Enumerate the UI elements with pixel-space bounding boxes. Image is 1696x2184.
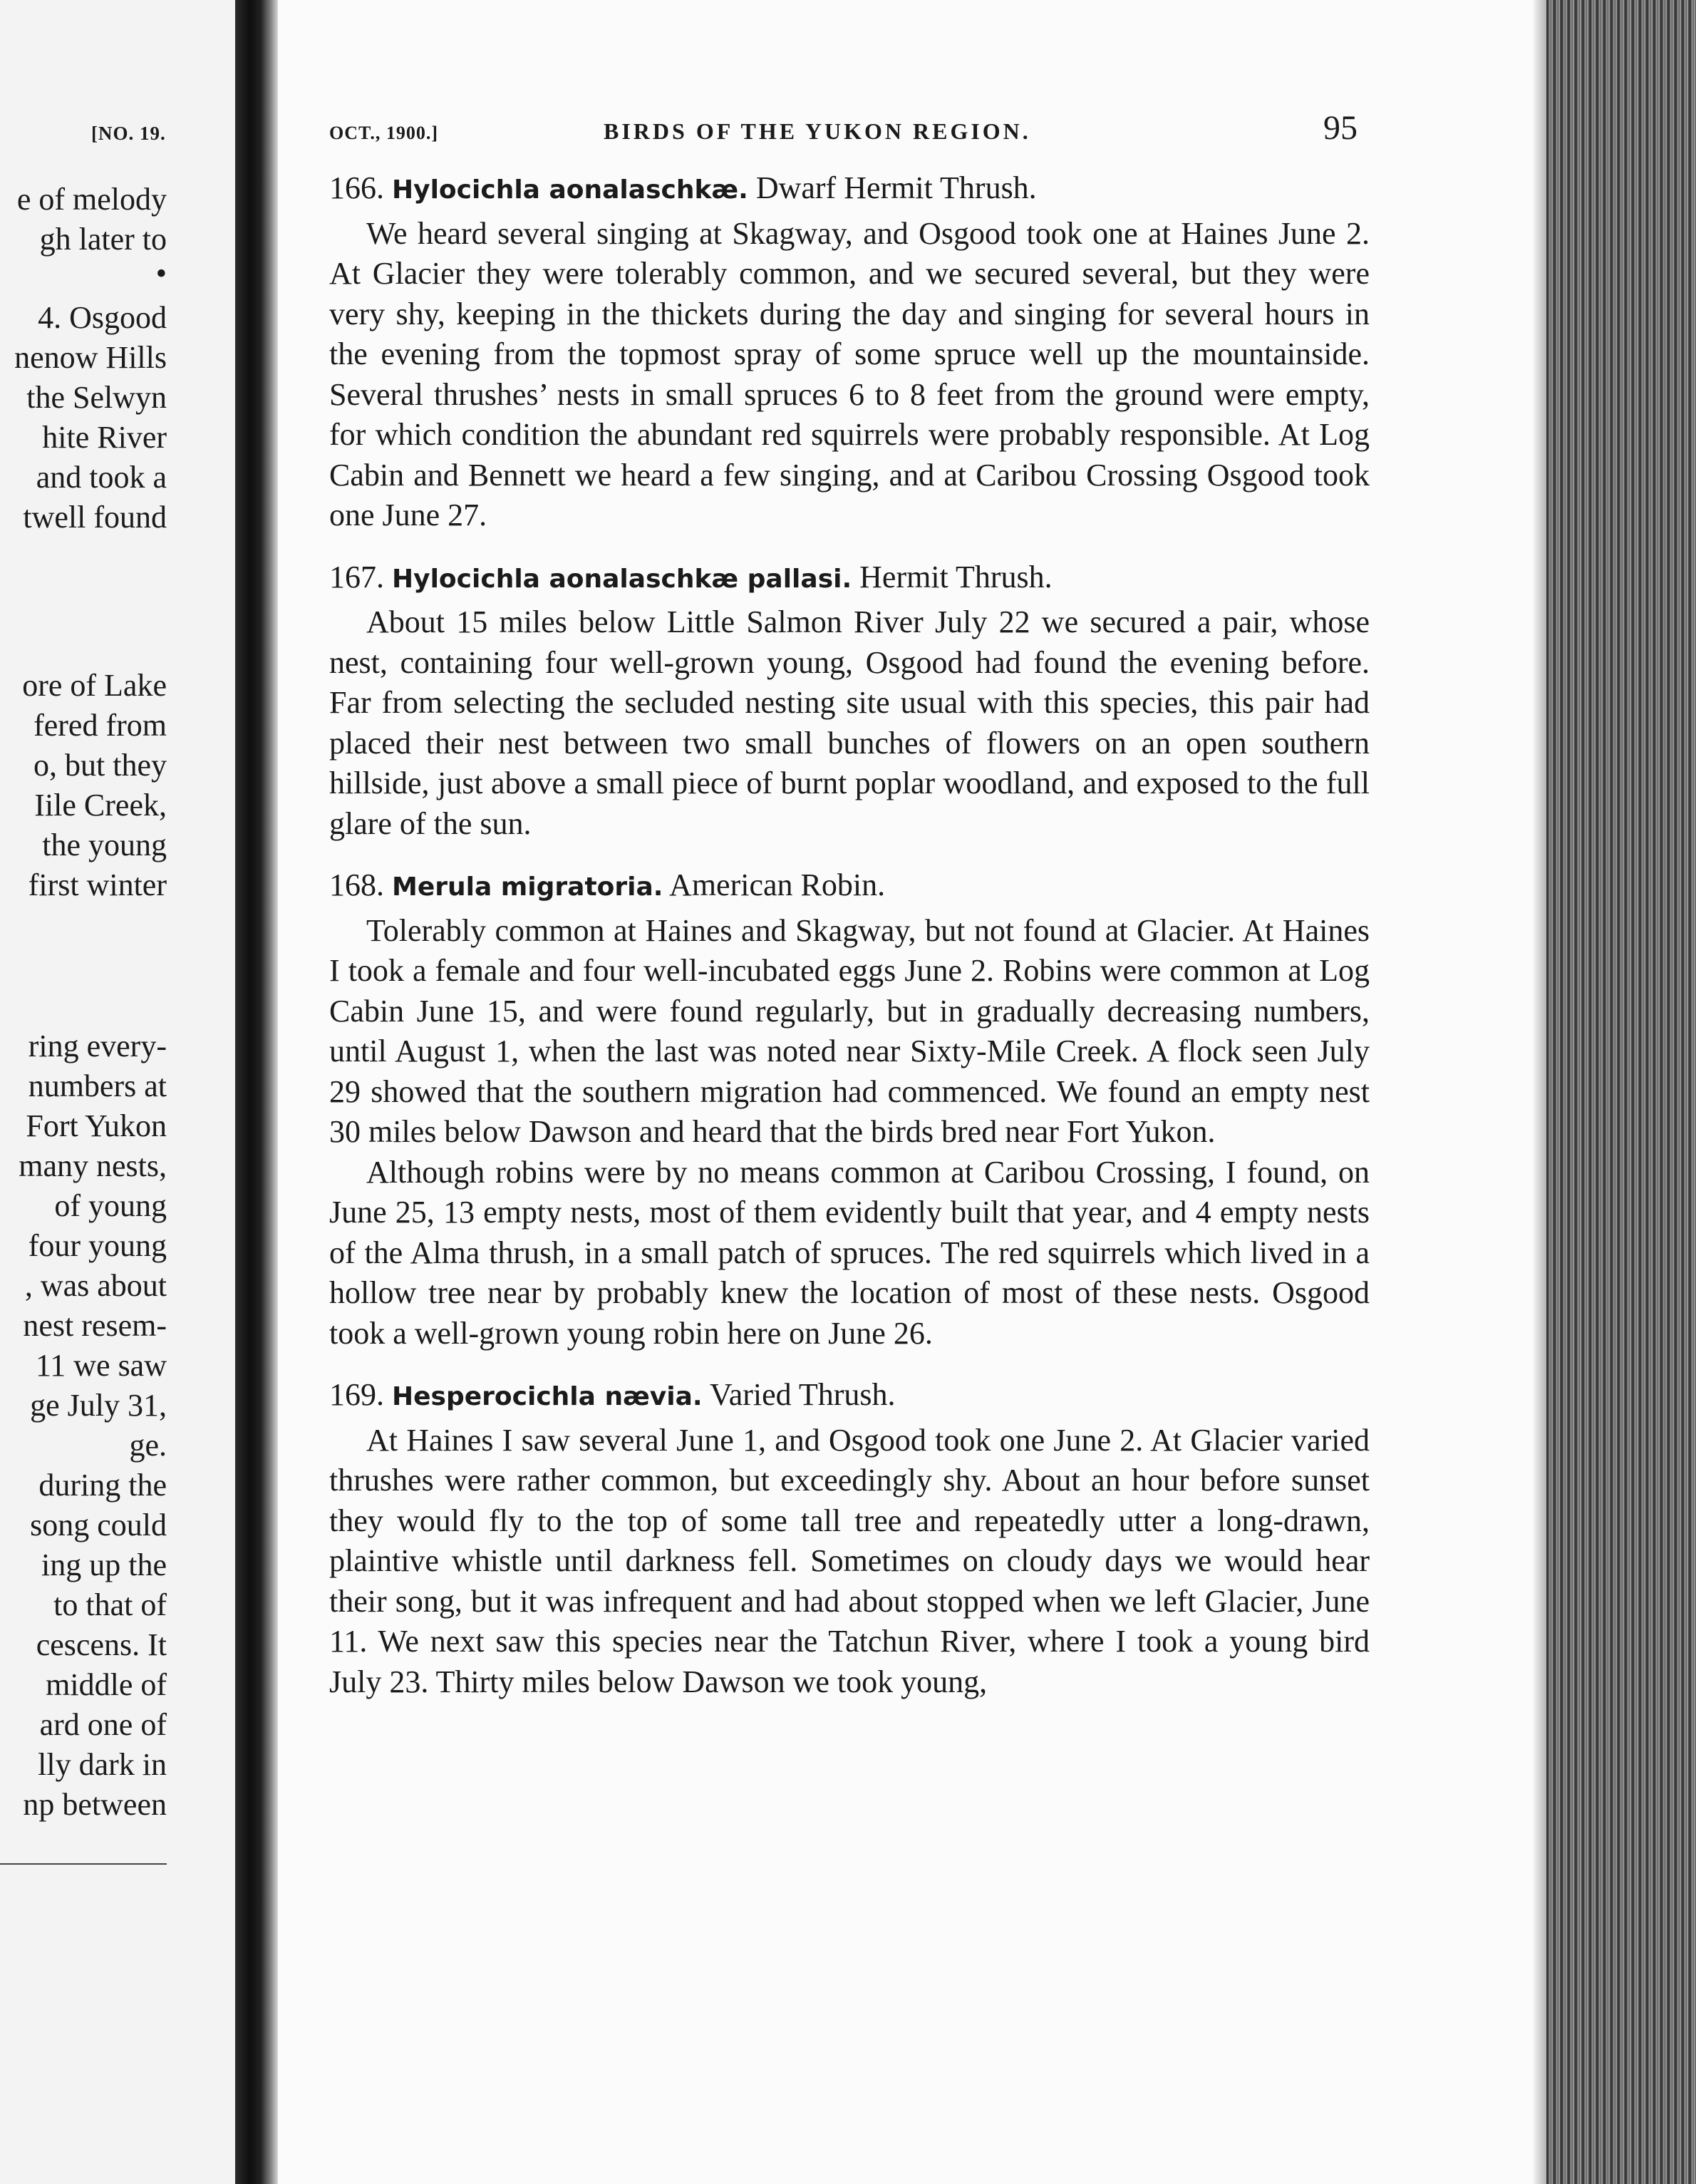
running-header — [329, 108, 1363, 151]
facing-page-line: 4. Osgood — [38, 300, 167, 335]
facing-page-line: lly dark in — [38, 1747, 167, 1782]
header-title: BIRDS OF THE YUKON REGION. — [604, 118, 1031, 144]
facing-page-line: ge July 31, — [30, 1388, 167, 1423]
species-entry — [329, 168, 1370, 536]
facing-page-line: e of melody — [16, 182, 167, 217]
facing-page-line: ge. — [129, 1428, 167, 1463]
facing-page-line: cescens. It — [36, 1627, 167, 1662]
facing-page-line: and took a — [36, 460, 167, 495]
facing-page-line: o, but they — [33, 748, 167, 783]
facing-page-line: during the — [38, 1468, 167, 1503]
species-entry — [329, 865, 1370, 1354]
book-page-edges — [1546, 0, 1696, 2184]
facing-page-line: the young — [42, 828, 167, 862]
facing-page-line: ing up the — [41, 1547, 167, 1582]
species-entry — [329, 557, 1370, 845]
species-paragraph: Tolerably common at Haines and Skagway, but not found at Glacier. At Haines I took a female and four well-incubated eggs June 2. Robins were common at Log Cabin June 15, and were found regularly, but in gradually decreasing numbers, until August 1, when the last was noted near Sixty-Mile Creek. A flock seen July 29 showed that the southern migration had commenced. We found an empty nest 30 miles below Dawson and heard that the birds bred near Fort Yukon. — [329, 912, 1370, 1149]
species-heading — [329, 1375, 1370, 1418]
facing-page-line: , was about — [24, 1268, 167, 1303]
facing-page-line: Iile Creek, — [34, 788, 167, 823]
facing-page-line: the Selwyn — [26, 380, 167, 415]
facing-page-line: song could — [30, 1508, 167, 1542]
species-paragraph: At Haines I saw several June 1, and Osgood took one June 2. At Glacier varied thrushes were rather common, but exceedingly shy. About an hour before sunset they would fly to the top of some tall tree and repeatedly utter a long-drawn, plaintive whistle until darkness fell. Sometimes on cloudy days we would hear their song, but it was infrequent and had about stopped when we left Glacier, June 11. We next saw this species near the Tatchun River, where I took a young bird July 23. Thirty miles below Dawson we took young, — [329, 1422, 1370, 1699]
facing-page-line: first winter — [28, 867, 167, 902]
species-scientific-name: Hylocichla aonalaschkæ. — [392, 175, 748, 205]
facing-page-line: gh later to — [39, 222, 167, 257]
species-common-name: Dwarf Hermit Thrush. — [755, 170, 1037, 205]
species-heading — [329, 168, 1370, 211]
header-date: OCT., 1900.] — [329, 123, 439, 143]
facing-page — [0, 0, 235, 2184]
facing-page-line: four young — [28, 1228, 167, 1263]
species-common-name: American Robin. — [669, 867, 886, 902]
facing-page-line: • — [155, 256, 167, 291]
facing-page-line: 11 we saw — [35, 1348, 167, 1383]
species-heading — [329, 557, 1370, 600]
facing-page-line: numbers at — [28, 1068, 167, 1103]
facing-page-line: middle of — [46, 1667, 167, 1702]
species-heading — [329, 865, 1370, 908]
species-number: 168. — [329, 867, 384, 902]
facing-page-line: nenow Hills — [14, 340, 167, 375]
facing-page-header: [NO. 19. — [91, 123, 166, 144]
facing-page-line: hite River — [42, 420, 167, 455]
species-paragraph: Although robins were by no means common at Caribou Crossing, I found, on June 25, 13 empty nests, most of them evidently built that year, and 4 empty nests of the Alma thrush, in a small patch of spruces. The red squirrels which lived in a hollow tree near by probably knew the location of most of these nests. Osgood took a well-grown young robin here on June 26. — [329, 1154, 1370, 1351]
page-number: 95 — [1323, 109, 1358, 147]
page-body — [329, 168, 1370, 1724]
facing-page-line: ard one of — [39, 1707, 167, 1742]
species-scientific-name: Hylocichla aonalaschkæ pallasi. — [392, 564, 852, 594]
facing-page-line: np between — [23, 1787, 167, 1822]
species-number: 169. — [329, 1377, 384, 1412]
book-gutter — [235, 0, 278, 2184]
facing-page-rule — [0, 1863, 167, 1865]
facing-page-line: to that of — [53, 1587, 167, 1622]
facing-page-line: ring every- — [28, 1029, 167, 1063]
facing-page-line: twell found — [23, 500, 167, 535]
facing-page-line: ore of Lake — [22, 668, 167, 703]
facing-page-line: of young — [54, 1188, 167, 1223]
species-paragraph: About 15 miles below Little Salmon River July 22 we secured a pair, whose nest, containing four well-grown young, Osgood had found the evening before. Far from selecting the secluded nesting site usual with this species, this pair had placed their nest between two small bunches of flowers on an open southern hillside, just above a small piece of burnt poplar woodland, and exposed to the full glare of the sun. — [329, 604, 1370, 841]
species-number: 167. — [329, 559, 384, 594]
species-number: 166. — [329, 170, 384, 205]
species-common-name: Varied Thrush. — [709, 1377, 896, 1412]
facing-page-line: nest resem- — [23, 1308, 167, 1343]
facing-page-line: Fort Yukon — [26, 1108, 167, 1143]
species-scientific-name: Merula migratoria. — [392, 872, 663, 902]
species-common-name: Hermit Thrush. — [859, 559, 1053, 594]
facing-page-line: fered from — [33, 708, 167, 743]
facing-page-line: many nests, — [19, 1148, 167, 1183]
species-scientific-name: Hesperocichla nævia. — [392, 1382, 703, 1411]
species-entry — [329, 1375, 1370, 1702]
species-paragraph: We heard several singing at Skagway, and Osgood took one at Haines June 2. At Glacier they were tolerably common, and we secured several, but they were very shy, keeping in the thickets during the day and singing for several hours in the evening from the topmost spray of some spruce well up the mountainside. Several thrushes’ nests in small spruces 6 to 8 feet from the ground were empty, for which condition the abundant red squirrels were probably responsible. At Log Cabin and Bennett we heard a few singing, and at Caribou Crossing Osgood took one June 27. — [329, 215, 1370, 532]
